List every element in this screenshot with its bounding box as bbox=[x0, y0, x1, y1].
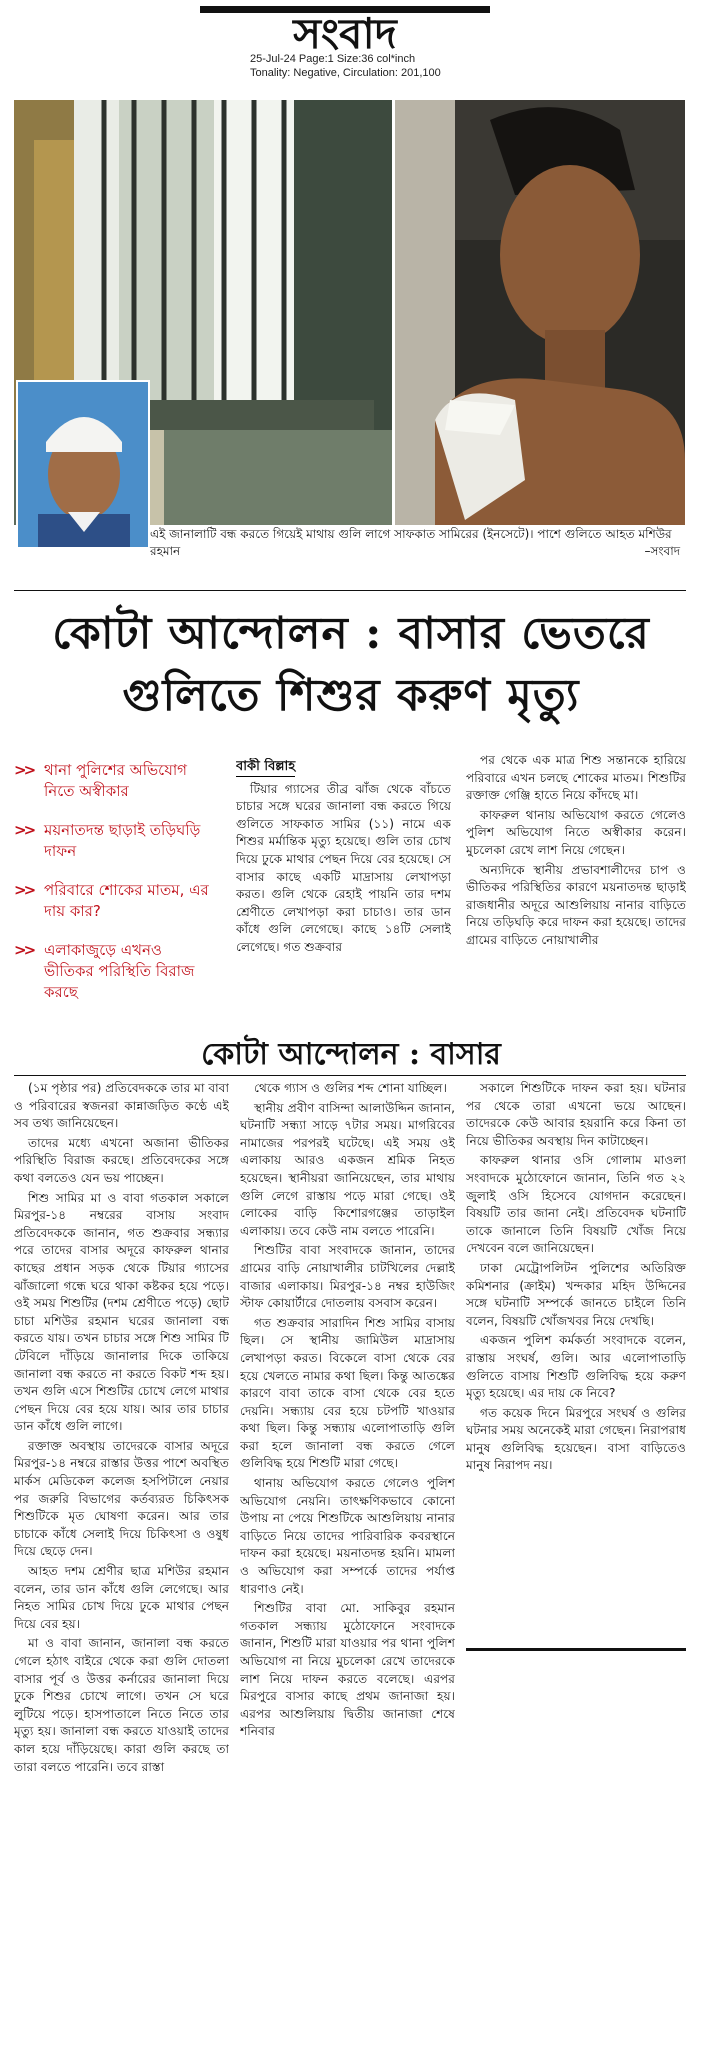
body-paragraph: স্থানীয় প্রবীণ বাসিন্দা আলাউদ্দিন জানান, ঘটনাটি সন্ধ্যা সাড়ে ৭টার সময়। মাগরিবের নামাজের পরপরই ঘটেছে। এই সময় ওই এলাকায় আরও একজন শ্রমিক নিহত হয়েছেন। স্থানীয়রা জানিয়েছেন, তার মাথায় গুলি লেগে রাস্তায় পড়ে মারা গেছে। ওই লোকের বাড়ি কিশোরগঞ্জের তাড়াইল এলাকায়। তবে কেউ নাম বলতে পারেনি। bbox=[240, 1100, 455, 1238]
headline-top-rule bbox=[14, 590, 686, 591]
body-paragraph: থেকে গ্যাস ও গুলির শব্দ শোনা যাচ্ছিল। bbox=[254, 1081, 447, 1095]
body-paragraph: শিশু সামির মা ও বাবা গতকাল সকালে মিরপুর-১৪ নম্বরের বাসায় সংবাদ প্রতিবেদককে জানান, গত শুক্রবার সন্ধ্যার পরে তাদের বাসার অদূরে কাফরুল থানার কাছের প্রধান সড়ক থেকে টিয়ার গ্যাসের ঝাঁজালো গন্ধে ঘরে থাকা কষ্টকর হয়ে পড়ে। ওই সময় শিশুটির (দশম শ্রেণীতে পড়ে) ছোট চাচা মশিউর রহমান ঘরের জানালা বন্ধ করতে যায়। তখন চাচার সঙ্গে শিশু সামির টি টেবিলে দাঁড়িয়ে জানালার দিকে তাকিয়ে জানালা বন্ধ করতে না করতে বিকট শব্দ হয়। তখন গুলি এসে শিশুটির চোখে লেগে মাথার পেছন দিয়ে বের হয়ে যায়। আর তার চাচার ডান কাঁধে গুলি লাগে। bbox=[14, 1190, 229, 1434]
body-paragraph: মা ও বাবা জানান, জানালা বন্ধ করতে গেলে হঠাৎ বাইরে থেকে করা গুলি দোতলা বাসার পূর্ব ও উত্তর কর্নারের জানালা দিয়ে ঢুকে শিশুর চোখে লাগে। তখন সে ঘরে লুটিয়ে পড়ে। হাসপাতালে নিতে নিতে তার মৃত্যু হয়। জানালা বন্ধ করতে যাওয়াই তাদের কাল হয়ে দাঁড়িয়েছে। কারা গুলি করছে তা তারা বলতে পারেনি। তবে রাস্তা bbox=[14, 1636, 229, 1774]
lead-column-2 bbox=[236, 758, 451, 1013]
caption-text: এই জানালাটি বন্ধ করতে গিয়েই মাথায় গুলি লাগে সাফকাত সামিরের (ইনসেটে)। পাশে গুলিতে আহত মশিউর রহমান bbox=[150, 527, 672, 558]
body-paragraph: গত কয়েক দিনে মিরপুরে সংঘর্ষ ও গুলির ঘটনার সময় অনেকেই মারা গেছেন। নিরাপরাধ মানুষ গুলিবিদ্ধ হয়েছেন। বাসা বাড়িতেও মানুষ নিরাপদ নয়। bbox=[466, 1405, 686, 1473]
continuation-headline: কোটা আন্দোলন : বাসার bbox=[201, 1037, 501, 1072]
body-paragraph: একজন পুলিশ কর্মকর্তা সংবাদকে বলেন, রাস্তায় সংঘর্ষ, গুলি। আর এলোপাতাড়ি গুলিতে বাসায় শিশুটি গুলিবিদ্ধ হয়ে করুণ মৃত্যু হয়েছে। এর দায় কে নিবে? bbox=[466, 1333, 686, 1401]
newspaper-logo bbox=[200, 2, 490, 54]
highlights-sidebar bbox=[14, 760, 214, 1010]
lead-paragraph: অন্যদিকে স্থানীয় প্রভাবশালীদের চাপ ও ভীতিকর পরিস্থিতির কারণে ময়নাতদন্ত ছাড়াই রাজধানীর অদূরে আশুলিয়ায় নানার বাড়িতে নিয়ে তড়িঘড়ি করে দাফন করা হয়েছে। তাদের গ্রামের বাড়িতে নোয়াখালীর bbox=[466, 862, 686, 947]
photo-credit: –সংবাদ bbox=[644, 544, 680, 558]
highlight-item bbox=[14, 820, 214, 862]
body-paragraph: আহত দশম শ্রেণীর ছাত্র মশিউর রহমান বলেন, তার ডান কাঁধে গুলি লেগেছে। আর নিহত সামির চোখ দিয়ে ঢুকে মাথার পেছন দিয়ে বের হয়। bbox=[14, 1564, 229, 1631]
body-paragraph: শিশুটির বাবা মো. সাকিবুর রহমান গতকাল সন্ধ্যায় মুঠোফোনে সংবাদকে জানান, শিশুটি মারা যাওয়ার পর থানা পুলিশ অভিযোগ না নিয়ে মুচলেকা রেখে তাদেরকে লাশ নিয়ে দাফন করতে বলেছে। এরপর মিরপুরে বাসার কাছে প্রথম জানাজা হয়। এরপর আশুলিয়ায় দ্বিতীয় জানাজা শেষে শনিবার bbox=[240, 1601, 455, 1739]
lead-paragraph: টিয়ার গ্যাসের তীব্র ঝাঁজ থেকে বাঁচতে চাচার সঙ্গে ঘরের জানালা বন্ধ করতে গিয়ে গুলিতে সাফকাত সামির (১১) নামে এক শিশুর মর্মান্তিক মৃত্যু হয়েছে। গুলি তার চোখ দিয়ে ঢুকে মাথার পেছন দিয়ে বের হয়েছে। সে বাসার কাছে একটি মাদ্রাসায় লেখাপড়া করত। গুলি থেকে রেহাই পায়নি তার দশম শ্রেণীতে লেখাপড়া করা চাচাও। তার ডান কাঁধে গুলি লেগেছে। কাছে ১৪টি সেলাই লেগেছে। গত শুক্রবার bbox=[236, 781, 451, 954]
body-paragraph: কাফরুল থানার ওসি গোলাম মাওলা সংবাদকে মুঠোফোনে জানান, তিনি গত ২২ জুলাই ওসি হিসেবে যোগদান করেছেন। বিষয়টি তার জানা নেই। প্রতিবেদক ঘটনাটি তাকে জানালে তিনি বিষয়টি খোঁজ নিয়ে দেখবেন বলে জানিয়েছেন। bbox=[466, 1153, 686, 1256]
highlight-item bbox=[14, 940, 214, 1003]
body-column-1 bbox=[14, 1080, 229, 2040]
double-arrow-icon: >> bbox=[14, 761, 34, 779]
photo-caption bbox=[150, 526, 680, 560]
clipping-meta bbox=[250, 52, 441, 80]
highlight-item bbox=[14, 880, 214, 922]
body-column-2 bbox=[240, 1080, 455, 2040]
double-arrow-icon: >> bbox=[14, 821, 34, 839]
body-paragraph: সকালে শিশুটিকে দাফন করা হয়। ঘটনার পর থেকে তারা এখনো ভয়ে আছেন। তাদেরকে কেউ আবার হয়রানি করে কিনা তা নিয়ে ভীতিকর অবস্থায় দিন কাটাচ্ছেন। bbox=[466, 1081, 686, 1148]
clipping-tonality: Tonality: Negative, Circulation: 201,100 bbox=[250, 67, 441, 79]
lead-paragraph: কাফরুল থানায় অভিযোগ করতে গেলেও পুলিশ অভিযোগ নিতে অস্বীকার করেন। মুচলেকা রেখে লাশ নিয়ে গেছেন। bbox=[466, 807, 686, 857]
highlight-text: ময়নাতদন্ত ছাড়াই তড়িঘড়ি দাফন bbox=[44, 821, 201, 860]
injured-person-photo bbox=[395, 100, 685, 525]
body-paragraph: গত শুক্রবার সারাদিন শিশু সামির বাসায় ছিল। সে স্থানীয় জামিউল মাদ্রাসায় লেখাপড়া করত। বিকেলে বাসা থেকে বের হয়ে খেলতে নামার কথা ছিল। কিন্তু আতঙ্কের কারণে বাবা তাকে বাসা থেকে বের হতে দেয়নি। সন্ধ্যায় বের হয়ে চটপটি খাওয়ার কথা ছিল। কিন্তু সন্ধ্যায় এলোপাতাড়ি গুলি করা হলে জানালা বন্ধ করতে গেলে গুলিবিদ্ধ হয়ে শিশুটি মারা গেছে। bbox=[240, 1315, 455, 1471]
headline-line-1: কোটা আন্দোলন : বাসার ভেতরে bbox=[52, 608, 650, 659]
lead-paragraph: পর থেকে এক মাত্র শিশু সন্তানকে হারিয়ে পরিবারে এখন চলছে শোকের মাতম। শিশুটির রক্তাক্ত গেঞ্জি হাতে নিয়ে কাঁদছে মা। bbox=[466, 753, 686, 803]
byline: বাকী বিল্লাহ bbox=[236, 758, 295, 777]
headline-line-2: গুলিতে শিশুর করুণ মৃত্যু bbox=[122, 670, 580, 721]
highlight-text: এলাকাজুড়ে এখনও ভীতিকর পরিস্থিতি বিরাজ করছে bbox=[44, 941, 195, 1001]
end-of-article-rule bbox=[466, 1648, 686, 1651]
double-arrow-icon: >> bbox=[14, 941, 34, 959]
body-paragraph: রক্তাক্ত অবস্থায় তাদেরকে বাসার অদূরে মিরপুর-১৪ নম্বরে রাস্তার উত্তর পাশে অবস্থিত মার্কস মেডিকেল কলেজ হসপিটালে নেয়ার পর জরুরি বিভাগের কর্তব্যরত চিকিৎসক শিশুটিকে মৃত ঘোষণা করেন। আর তার চাচাকে কাঁধে সেলাই দিয়ে চিকিৎসা ও ওষুধ দিয়ে ছেড়ে দেন। bbox=[14, 1438, 229, 1559]
body-column-3 bbox=[466, 1080, 686, 1640]
continuation-rule bbox=[14, 1075, 686, 1076]
body-paragraph: শিশুটির বাবা সংবাদকে জানান, তাদের গ্রামের বাড়ি নোয়াখালীর চাটখিলের দেল্লাই বাজার এলাকায়। মিরপুর-১৪ নম্বর হাউজিং স্টাফ কোয়ার্টারে দোতলায় বসবাস করেন। bbox=[240, 1243, 455, 1311]
highlight-text: থানা পুলিশের অভিযোগ নিতে অস্বীকার bbox=[44, 761, 188, 800]
body-paragraph: থানায় অভিযোগ করতে গেলেও পুলিশ অভিযোগ নেয়নি। তাৎক্ষণিকভাবে কোনো উপায় না পেয়ে শিশুটিকে আশুলিয়ায় নানার বাড়িতে নিয়ে তাদের পারিবারিক কবরস্থানে দাফন করা হয়েছে। ময়নাতদন্ত হয়নি। মামলা ও অভিযোগ করা সম্পর্কে তাদের পর্যাপ্ত ধারণাও নেই। bbox=[240, 1476, 455, 1596]
highlight-item bbox=[14, 760, 214, 802]
clipping-date-size: 25-Jul-24 Page:1 Size:36 col*inch bbox=[250, 53, 416, 65]
lead-column-3 bbox=[466, 752, 686, 1014]
body-paragraph: (১ম পৃষ্ঠার পর) প্রতিবেদককে তার মা বাবা ও পরিবারের স্বজনরা কান্নাজড়িত কণ্ঠে এই সব তথ্য জানিয়েছেন। bbox=[14, 1081, 229, 1131]
victim-inset-photo bbox=[16, 380, 150, 549]
double-arrow-icon: >> bbox=[14, 881, 34, 899]
body-paragraph: ঢাকা মেট্রোপলিটন পুলিশের অতিরিক্ত কমিশনার (ক্রাইম) খন্দকার মহিদ উদ্দিনের সঙ্গে ঘটনাটি সম্পর্কে জানতে চাইলে তিনি বলেন, বিষয়টি খোঁজখবর নিয়ে দেখছি। bbox=[466, 1260, 686, 1328]
body-paragraph: তাদের মধ্যে এখনো অজানা ভীতিকর পরিস্থিতি বিরাজ করছে। প্রতিবেদকের সঙ্গে কথা বলতেও যেন ভয় পাচ্ছেন। bbox=[14, 1135, 229, 1185]
svg-text:সংবাদ: সংবাদ bbox=[293, 9, 397, 54]
highlight-text: পরিবারে শোকের মাতম, এর দায় কার? bbox=[44, 881, 209, 920]
